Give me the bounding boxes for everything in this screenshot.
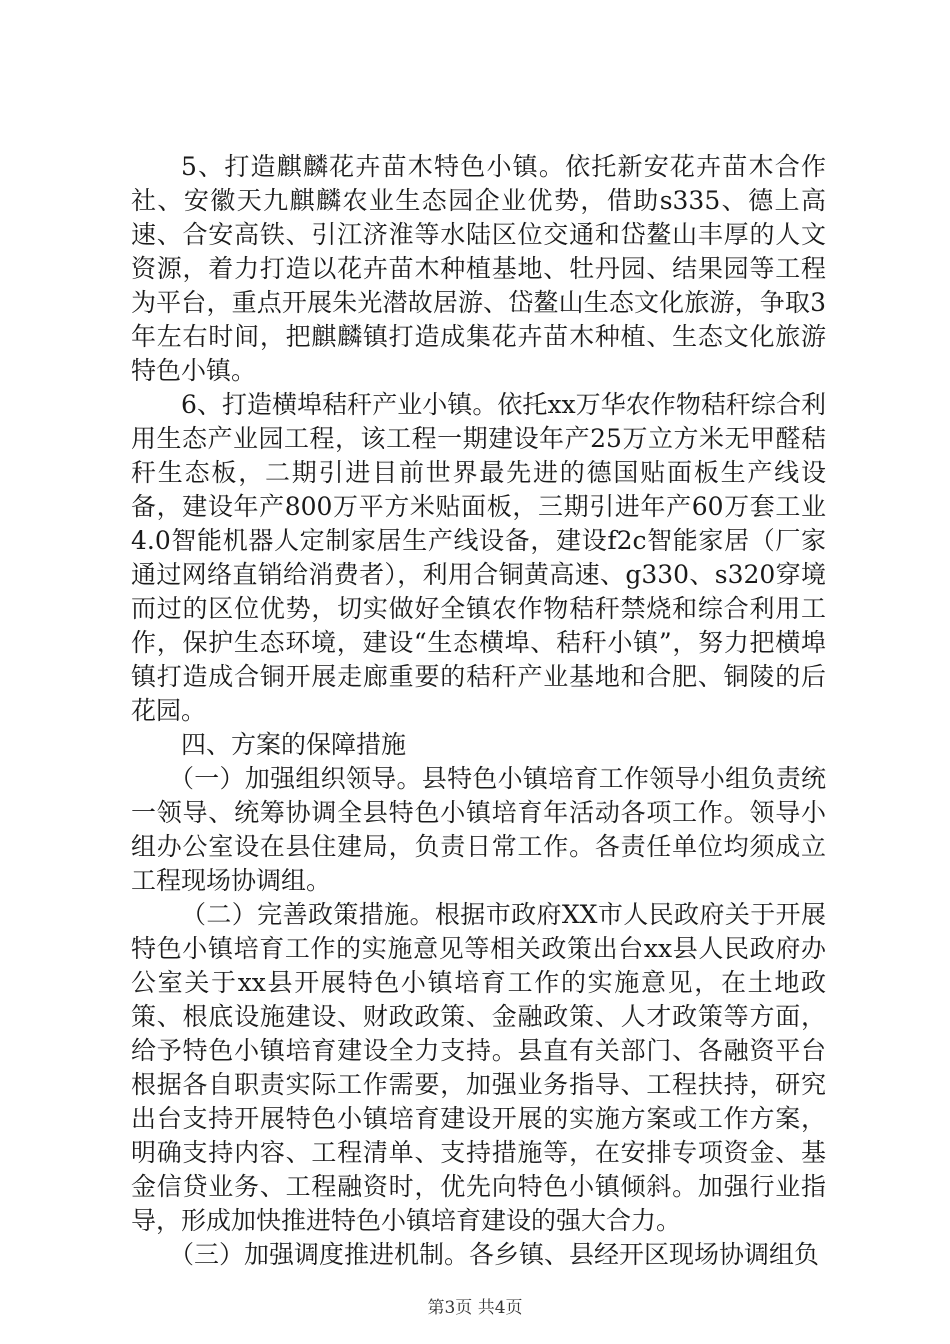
paragraph-town-6: 6、打造横埠秸秆产业小镇。依托xx万华农作物秸秆综合利用生态产业园工程，该工程一期建设年产25万立方米无甲醛秸秆生态板，二期引进目前世界最先进的德国贴面板生产线设备，建设年产800万平方米贴面板，三期引进年产60万套工业4.0智能机器人定制家居生产线设备，建设f2c智能家居（厂家通过网络直销给消费者），利用合铜黄高速、g330、s320穿境而过的区位优势，切实做好全镇农作物秸秆禁烧和综合利用工作，保护生态环境，建设“生态横埠、秸秆小镇”，努力把横埠镇打造成合铜开展走廊重要的秸秆产业基地和合肥、铜陵的后花园。: [131, 390, 826, 725]
page-footer: 第3页 共4页: [427, 1298, 523, 1318]
paragraph-measure-3: （三）加强调度推进机制。各乡镇、县经开区现场协调组负: [169, 1240, 820, 1269]
paragraph-measure-1: （一）加强组织领导。县特色小镇培育工作领导小组负责统一领导、统筹协调全县特色小镇培育年活动各项工作。领导小组办公室设在县住建局，负责日常工作。各责任单位均须成立工程现场协调组。: [131, 764, 826, 895]
section-heading-4: 四、方案的保障措施: [181, 730, 407, 759]
document-body: [131, 150, 826, 1272]
paragraph-town-5: 5、打造麒麟花卉苗木特色小镇。依托新安花卉苗木合作社、安徽天九麒麟农业生态园企业优势，借助s335、德上高速、合安高铁、引江济淮等水陆区位交通和岱鳌山丰厚的人文资源，着力打造以花卉苗木种植基地、牡丹园、结果园等工程为平台，重点开展朱光潜故居游、岱鳌山生态文化旅游，争取3年左右时间，把麒麟镇打造成集花卉苗木种植、生态文化旅游特色小镇。: [131, 152, 826, 385]
paragraph-measure-2: （二）完善政策措施。根据市政府XX市人民政府关于开展特色小镇培育工作的实施意见等相关政策出台xx县人民政府办公室关于xx县开展特色小镇培育工作的实施意见，在土地政策、根底设施建设、财政政策、金融政策、人才政策等方面，给予特色小镇培育建设全力支持。县直有关部门、各融资平台根据各自职责实际工作需要，加强业务指导、工程扶持，研究出台支持开展特色小镇培育建设开展的实施方案或工作方案，明确支持内容、工程清单、支持措施等，在安排专项资金、基金信贷业务、工程融资时，优先向特色小镇倾斜。加强行业指导，形成加快推进特色小镇培育建设的强大合力。: [131, 900, 826, 1235]
